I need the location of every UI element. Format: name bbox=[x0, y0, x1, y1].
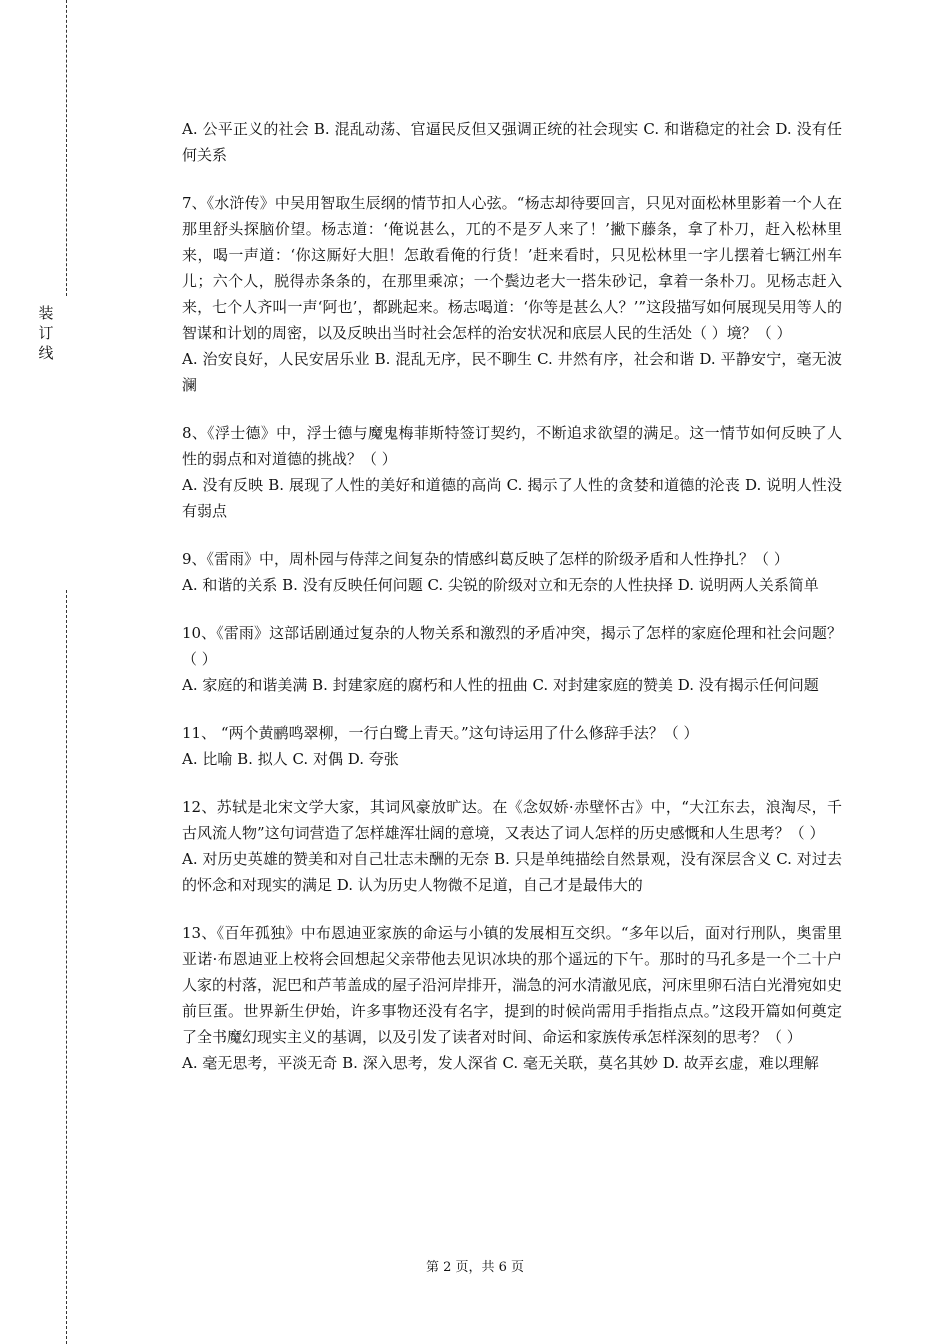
binding-line-bottom bbox=[66, 590, 67, 1344]
question-12 bbox=[182, 794, 842, 898]
question-options: A. 治安良好，人民安居乐业 B. 混乱无序，民不聊生 C. 井然有序，社会和谐 D. 平静安宁，毫无波澜 bbox=[182, 350, 842, 394]
question-stem: 11、 “两个黄鹂鸣翠柳，一行白鹭上青天。”这句诗运用了什么修辞手法？（ ） bbox=[182, 724, 699, 742]
question-10 bbox=[182, 620, 842, 698]
question-9 bbox=[182, 546, 842, 598]
question-stem: 7、《水浒传》中吴用智取生辰纲的情节扣人心弦。“杨志却待要回言，只见对面松林里影着一个人在那里舒头探脑价望。杨志道：‘俺说甚么，兀的不是歹人来了！’撇下藤条，拿了朴刀，赶入松林里来，喝一声道：‘你这厮好大胆！怎敢看俺的行货！’赶来看时，只见松林里一字儿摆着七辆江州车儿；六个人，脱得赤条条的，在那里乘凉；一个鬓边老大一搭朱砂记，拿着一条朴刀。见杨志赶入来，七个人齐叫一声‘阿也’，都跳起来。杨志喝道：‘你等是甚么人？’”这段描写如何展现吴用等人的智谋和计划的周密，以及反映出当时社会怎样的治安状况和底层人民的生活处（ ）境？（ ） bbox=[182, 194, 842, 342]
binding-label bbox=[36, 303, 56, 363]
question-options: A. 公平正义的社会 B. 混乱动荡、官逼民反但又强调正统的社会现实 C. 和谐稳定的社会 D. 没有任何关系 bbox=[182, 120, 842, 164]
question-6-continued bbox=[182, 116, 842, 168]
question-stem: 8、《浮士德》中，浮士德与魔鬼梅菲斯特签订契约，不断追求欲望的满足。这一情节如何反映了人性的弱点和对道德的挑战？（ ） bbox=[182, 424, 842, 468]
question-11 bbox=[182, 720, 842, 772]
question-options: A. 毫无思考，平淡无奇 B. 深入思考，发人深省 C. 毫无关联，莫名其妙 D. 故弄玄虚，难以理解 bbox=[182, 1054, 819, 1072]
question-options: A. 没有反映 B. 展现了人性的美好和道德的高尚 C. 揭示了人性的贪婪和道德的沦丧 D. 说明人性没有弱点 bbox=[182, 476, 842, 520]
question-stem: 9、《雷雨》中，周朴园与侍萍之间复杂的情感纠葛反映了怎样的阶级矛盾和人性挣扎？（ ） bbox=[182, 550, 789, 568]
page-number: 第 2 页，共 6 页 bbox=[425, 1260, 525, 1275]
question-options: A. 家庭的和谐美满 B. 封建家庭的腐朽和人性的扭曲 C. 对封建家庭的赞美 D. 没有揭示任何问题 bbox=[182, 676, 819, 694]
question-options: A. 对历史英雄的赞美和对自己壮志未酬的无奈 B. 只是单纯描绘自然景观，没有深层含义 C. 对过去的怀念和对现实的满足 D. 认为历史人物微不足道，自己才是最伟大的 bbox=[182, 850, 842, 894]
question-stem: 10、《雷雨》这部话剧通过复杂的人物关系和激烈的矛盾冲突，揭示了怎样的家庭伦理和社会问题？（ ） bbox=[182, 624, 842, 668]
question-7 bbox=[182, 190, 842, 398]
binding-line-top bbox=[66, 0, 67, 296]
binding-char: 装 bbox=[38, 304, 54, 322]
question-8 bbox=[182, 420, 842, 524]
question-stem: 12、苏轼是北宋文学大家，其词风豪放旷达。在《念奴娇·赤壁怀古》中，“大江东去，浪淘尽，千古风流人物”这句词营造了怎样雄浑壮阔的意境，又表达了词人怎样的历史感慨和人生思考？（ ） bbox=[182, 798, 842, 842]
question-options: A. 比喻 B. 拟人 C. 对偶 D. 夸张 bbox=[182, 750, 399, 768]
question-options: A. 和谐的关系 B. 没有反映任何问题 C. 尖锐的阶级对立和无奈的人性抉择 D. 说明两人关系简单 bbox=[182, 576, 819, 594]
binding-char: 线 bbox=[38, 344, 54, 362]
question-stem: 13、《百年孤独》中布恩迪亚家族的命运与小镇的发展相互交织。“多年以后，面对行刑队，奥雷里亚诺·布恩迪亚上校将会回想起父亲带他去见识冰块的那个遥远的下午。那时的马孔多是一个二十户人家的村落，泥巴和芦苇盖成的屋子沿河岸排开，湍急的河水清澈见底，河床里卵石洁白光滑宛如史前巨蛋。世界新生伊始，许多事物还没有名字，提到的时候尚需用手指指点点。”这段开篇如何奠定了全书魔幻现实主义的基调，以及引发了读者对时间、命运和家族传承怎样深刻的思考？（ ） bbox=[182, 924, 843, 1046]
binding-char: 订 bbox=[38, 324, 54, 342]
question-list bbox=[182, 116, 842, 1076]
question-13 bbox=[182, 920, 842, 1076]
